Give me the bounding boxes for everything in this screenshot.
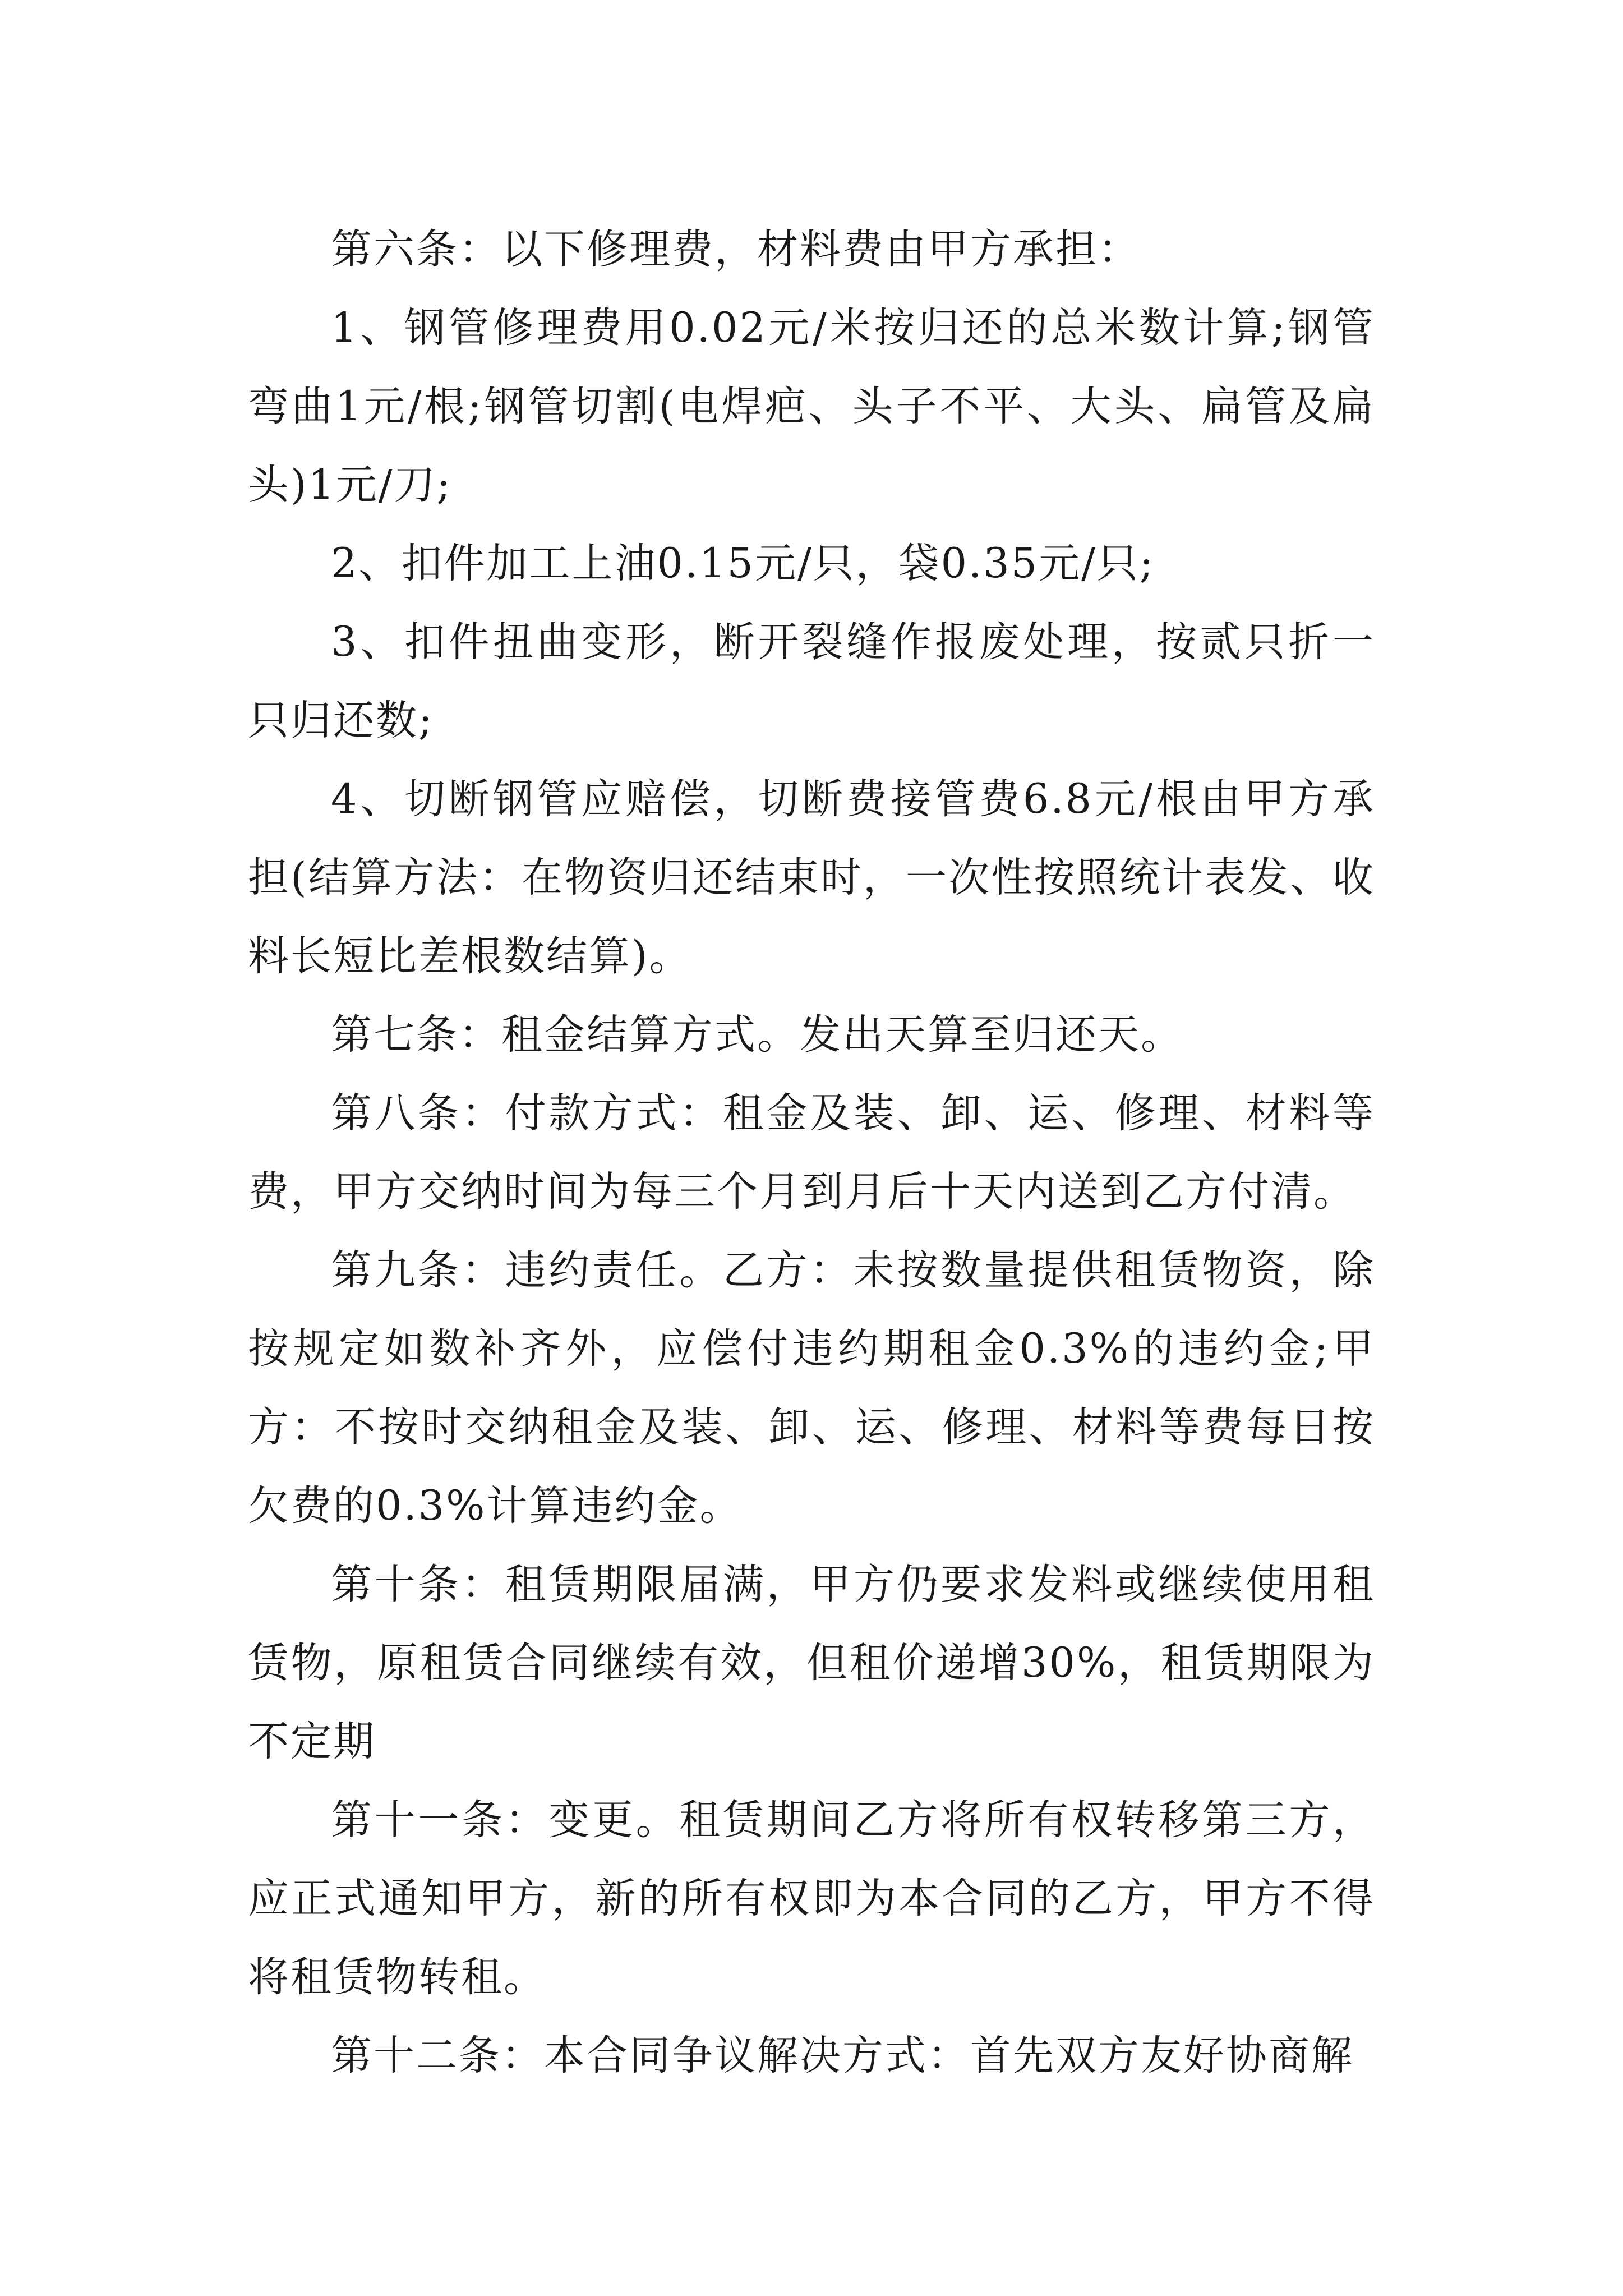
- clause-6-item-2: 2、扣件加工上油0.15元/只，袋0.35元/只;: [331, 540, 1155, 587]
- clause-6-item-3: 3、扣件扭曲变形，断开裂缝作报废处理，按贰只折一只归还数;: [248, 618, 1375, 744]
- clause-7: 第七条：租金结算方式。发出天算至归还天。: [331, 1011, 1183, 1059]
- clause-12: 第十二条：本合同争议解决方式：首先双方友好协商解: [331, 2032, 1354, 2079]
- clause-6-heading: 第六条：以下修理费，材料费由甲方承担：: [331, 226, 1141, 273]
- document-body: [248, 210, 1375, 2095]
- clause-11: 第十一条：变更。租赁期间乙方将所有权转移第三方，应正式通知甲方，新的所有权即为本合同的乙方，甲方不得将租赁物转租。: [248, 1796, 1375, 2001]
- clause-9: 第九条：违约责任。乙方：未按数量提供租赁物资，除按规定如数补齐外，应偿付违约期租金0.3%的违约金;甲方：不按时交纳租金及装、卸、运、修理、材料等费每日按欠费的0.3%计算违约金。: [248, 1246, 1375, 1530]
- clause-10: 第十条：租赁期限届满，甲方仍要求发料或继续使用租赁物，原租赁合同继续有效，但租价递增30%，租赁期限为不定期: [248, 1561, 1375, 1765]
- clause-6-item-4: 4、切断钢管应赔偿，切断费接管费6.8元/根由甲方承担(结算方法：在物资归还结束时，一次性按照统计表发、收料长短比差根数结算)。: [248, 775, 1375, 980]
- clause-8: 第八条：付款方式：租金及装、卸、运、修理、材料等费，甲方交纳时间为每三个月到月后十天内送到乙方付清。: [248, 1089, 1375, 1216]
- clause-6-item-1: 1、钢管修理费用0.02元/米按归还的总米数计算;钢管弯曲1元/根;钢管切割(电焊疤、头子不平、大头、扁管及扁头)1元/刀;: [248, 304, 1375, 509]
